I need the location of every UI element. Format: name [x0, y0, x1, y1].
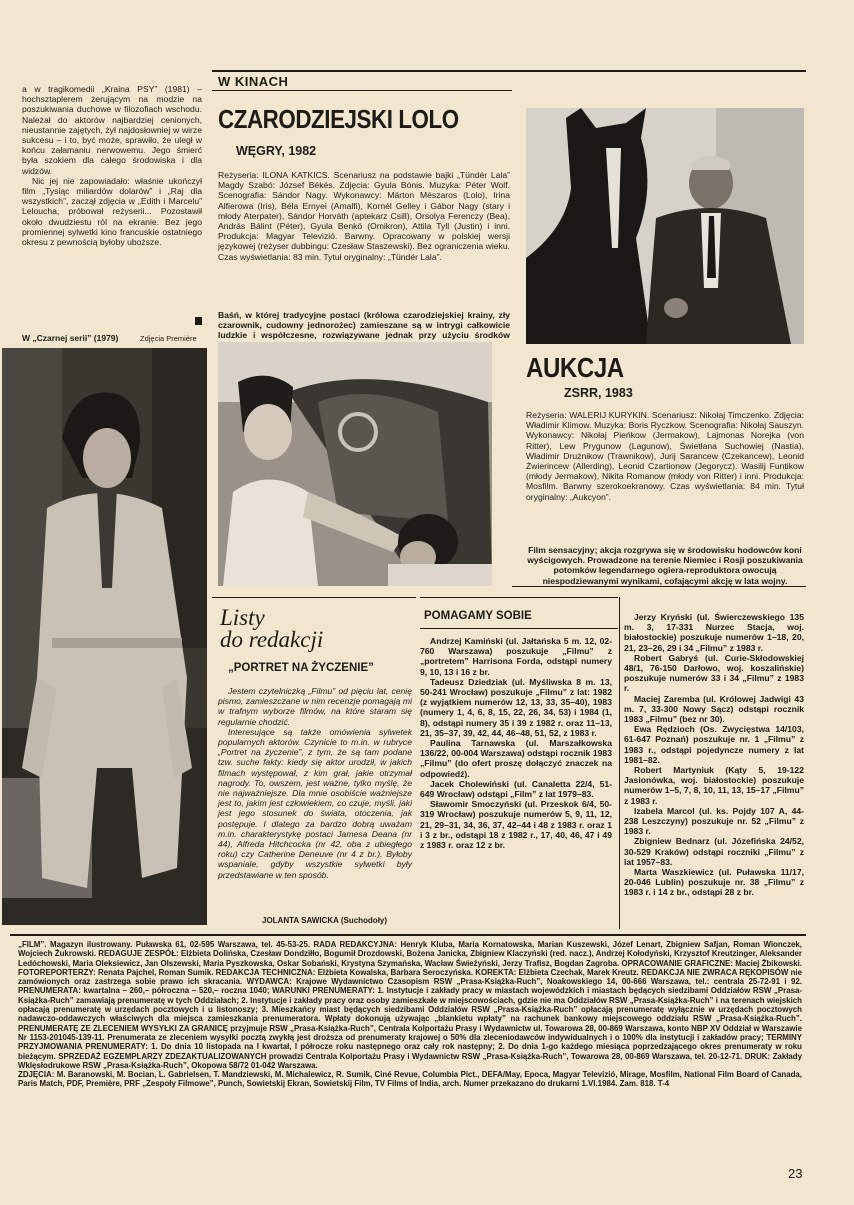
pomagamy-column-1	[420, 636, 612, 850]
section-header-w-kinach: W KINACH	[218, 74, 289, 89]
film-country-year-aukcja: ZSRR, 1983	[564, 386, 633, 400]
listy-heading-line-2: do redakcji	[220, 627, 324, 652]
pomagamy-title: POMAGAMY SOBIE	[424, 610, 532, 622]
pomagamy-ad: Tadeusz Dziedziak (ul. Myśliwska 8 m. 13, 50-241 Wrocław) poszukuje „Filmu” z lat: 1982 (z wyjątkiem numerów 12, 13, 33, 35–40), 1983 (numery 1, 4, 6, 8, 15, 22, 26, 34, 53) i 1984 (1, 8), odstąpi numery 35 i 39 z 1982 r. oraz 11–13, 21, 35–37, 39, 42, 44, 46–48, 51, 52, z 1983 r.	[420, 676, 612, 738]
pomagamy-ad: Robert Martyniuk (Kąty 5, 19-122 Jasionówka, woj. białostockie) poszukuje numerów 1–5, 7, 8, 10, 11, 13, 15–17 „Filmu” z 1983 r.	[624, 765, 804, 806]
listy-heading-line-1: Listy	[220, 605, 265, 630]
page-number: 23	[788, 1166, 803, 1181]
film-title-aukcja: AUKCJA	[526, 352, 624, 383]
aukcja-credits: Reżyseria: WALERIJ KURYKIN. Scenariusz: Nikołaj Timczenko. Zdjęcia: Władimir Klimow. Muzyka: Boris Ryczkow. Scenografia: Nikołaj Sauszyn. Wykonawcy: Nikołaj Pieńkow (Jermakow), Lajmonas Norejka (von Ritter), Lew Prygunow (Lagunow), Świetłana Suchowiej (Nastia), Władimir Drużnikow (Trawnikow), Jurij Sarancew (Czekancew), Leonid Żwierincew (Allerding), Leonid Czartionow (Jegorycz). Wasilij Funtikow (młody Jermakow), Nikita Romanow (młody von Ritter) i inni. Produkcja: Mosfilm. Barwny szerokoekranowy. Czas wyświetlania: 84 min. Tytuł oryginalny: „Aukcyon”.	[526, 410, 804, 502]
aukcja-summary: Film sensacyjny; akcja rozgrywa się w środowisku hodowców koni wyścigowych. Prowadzone na terenie Niemiec i Rosji poszukiwania potomków legendarnego ogiera-reproduktora owocują niespodziewanymi wynikami, cofającymi akcję w lata wojny.	[527, 545, 803, 586]
left-column-text	[22, 84, 202, 247]
footer-top-rule	[10, 934, 806, 936]
photo-caption: W „Czarnej serii” (1979)	[22, 333, 119, 343]
portret-title: „PORTRET NA ŻYCZENIE”	[228, 662, 374, 674]
pomagamy-ad: Maciej Zaremba (ul. Królowej Jadwigi 43 m. 7, 33-300 Nowy Sącz) odstąpi rocznik 1983 „Filmu” (bez nr 30).	[624, 693, 804, 725]
kinach-rule	[212, 90, 512, 91]
photo-horse-and-man	[526, 108, 804, 344]
pomagamy-divider	[619, 597, 620, 929]
pomagamy-ad: Andrzej Kamiński (ul. Jałtańska 5 m. 12, 02-760 Warszawa) poszukuje „Filmu” z „portretem” Harrisona Forda, odstąpi numery 9, 10, 13 i 16 z br.	[420, 636, 612, 677]
pomagamy-ad: Izabela Marcol (ul. ks. Pojdy 107 A, 44-238 Leszczyny) poszukuje nr. 52 „Filmu” z 1983 r.	[624, 805, 804, 837]
left-paragraph-1: a w tragikomedii „Kraina PSY” (1981) – hochsztaplerem żerującym na modzie na poszukiwania duchowe w filozofiach wschodu. Należał do aktorów najbardziej cenionych, nieustannie zajętych, żył najdosłowniej w wirze sukcesu – i to, być może, sprawiło, że uległ w końcu załamaniu nerwowemu. Jego śmierć była szokiem dla całego środowiska i dla widzów.	[22, 84, 202, 176]
pomagamy-ad: Ewa Rędzioch (Os. Zwycięstwa 14/103, 61-647 Poznań) poszukuje nr. 1 „Filmu” z 1983 r., odstąpi pojedyncze numery z lat 1981–82.	[624, 724, 804, 765]
letter-signature: JOLANTA SAWICKA (Suchodoły)	[262, 916, 388, 925]
pomagamy-ad: Zbigniew Bednarz (ul. Józefińska 24/52, 30-529 Kraków) odstąpi roczniki „Filmu” z lat 1957–83.	[624, 836, 804, 867]
pomagamy-ad: Sławomir Smoczyński (ul. Przeskok 6/4, 50-319 Wrocław) poszukuje numerów 5, 9, 11, 12, 21, 29–31, 34, 36, 37, 42–44 i 48 z 1983 r. oraz 1 i 3 z br., odstąpi 18 z 1982 r., 17, 40, 46, 47 i 49 z 1983 r. oraz 12 z br.	[420, 799, 612, 851]
lolo-credits: Reżyseria: ILONA KATKICS. Scenariusz na podstawie bajki „Tündér Lala” Magdy Szabó: József Békés. Zdjęcia: Gyula Bónis. Muzyka: Péter Wolf. Scenografia: Sándor Nagy. Wykonawcy: Márton Mészaros (Lolo), Irina Alfierowa (Iris), Béla Ernyei (Amalfi), Kornél Gelley i Gábor Nagy (stary i młody Aterpater), Sándor Horváth (aptekarz Csill), Orsolya Ferenczy (Bea), András Bálint (Péter), Gyula Benkö (Omikron), Attila Tyll (Justin) i inni. Produkcja: Magyar Televizió. Barwny. Opracowany w polskiej wersji językowej (reżyser dubbingu: Czesław Staszewski). Bez ograniczenia wieku. Czas wyświetlania: 83 min. Tytuł oryginalny: „Tündér Lala”.	[218, 170, 510, 262]
imprint-text: „FILM”. Magazyn ilustrowany. Puławska 61, 02-595 Warszawa, tel. 45-53-25. RADA REDAKCYJNA: Henryk Kluba, Maria Kornatowska, Marian Kuszewski, Józef Lenart, Zbigniew Safjan, Roman Wionczek, Wojciech Żukrowski. REDAGUJE ZESPÓŁ: Elżbieta Dolińska, Czesław Dondziłło, Bogumił Drozdowski, Bożena Janicka, Zbigniew Klaczyński (red. nacz.), Andrzej Kołodyński, Krzysztof Kreutzinger, Aleksander Ledóchowski, Maria Oleksiewicz, Jan Olszewski, Maria Pyszkowska, Oskar Sobański, Krystyna Szymańska, Wacław Świeżyński, Jerzy Trafisz, Bogdan Zagroba. OPRACOWANIE GRAFICZNE: Maciej Żbikowski. FOTOREPORTERZY: Renata Pajchel, Roman Sumik. REDAKCJA TECHNICZNA: Elżbieta Kowalska, Barbara Seroczyńska. KOREKTA: Elżbieta Czechak, Marek Kreutz. REDAKCJA NIE ZWRACA RĘKOPISÓW nie zamówionych oraz zastrzega sobie prawo ich skracania. WYDAWCA: Krajowe Wydawnictwo Czasopism RSW „Prasa-Książka-Ruch”, Noakowskiego 14, 00-666 Warszawa, tel.: centrala 25-72-91 i 92. PRENUMERATA: kwartalna – 260,– półroczna – 520,– roczna 1040; WARUNKI PRENUMERATY: 1. Instytucje i zakłady pracy w miastach wojewódzkich i miastach będących siedzibami Oddziałów RSW „Prasa-Książka-Ruch” zamawiają prenumeratę w tych Oddziałach; 2. Instytucje i zakłady pracy oraz osoby zamieszkałe w miejscowościach, gdzie nie ma Oddziałów RSW „Prasa-Książka-Ruch” i na terenach wiejskich opłacają prenumeratę w urzędach pocztowych i u listonoszy; 3. Mieszkańcy miast będących siedzibami Oddziałów RSW „Prasa-Książka-Ruch” opłacają prenumeratę wyłącznie w urzędach pocztowych nadawczo-oddawczych właściwych dla miejsca zamieszkania prenumeratora. Wpłaty dokonują używając „blankietu wpłaty” na rachunek bankowy miejscowego oddziału RSW „Prasa-Książka-Ruch”. PRENUMERATĘ ZE ZLECENIEM WYSYŁKI ZA GRANICĘ przyjmuje RSW „Prasa-Książka-Ruch”, Centrala Kolportażu Prasy i Wydawnictw ul. Towarowa 28, 00-869 Warszawa, konto NBP XV Oddział w Warszawie Nr 1153-201045-139-11. Prenumerata ze zleceniem wysyłki pocztą zwykłą jest droższa od prenumeraty krajowej o 50% dla zleceniodawców indywidualnych i o 100% dla instytucji i zakładów pracy; TERMINY PRZYJMOWANIA PRENUMERATY: 1. Do dnia 10 listopada na I kwartał, I półrocze roku następnego oraz cały rok następny; 2. Do dnia 1-go każdego miesiąca poprzedzającego okres prenumeraty w roku bieżącym. SPRZEDAŻ EGZEMPLARZY ZDEZAKTUALIZOWANYCH prowadzi Centrala Kolportażu Prasy i Wydawnictw RSW „Prasa-Książka-Ruch”, Towarowa 28, 00-869 Warszawa, tel. 20-12-71. DRUK: Zakłady Wklęsłodrukowe RSW „Prasa-Książka-Ruch”, Okopowa 58/72 01-042 Warszawa.	[18, 940, 802, 1070]
imprint	[18, 940, 802, 1089]
photo-queen-scene	[218, 342, 492, 586]
letter-paragraph-2: Interesujące są także omówienia sylwetek popularnych aktorów. Czynicie to m.in. w rubryce „Portret na życzenie”, z tym, że są tam podane tzw. suche fakty: kiedy się aktor urodził, w jakich filmach występował, z kim grał, jakie otrzymał nagrody. To, owszem, jest ważne, tylko myślę, że nie najważniejsze. Dla mnie osobiście ważniejsze jest to, jakim jest człowiekiem, co czuje, myśli, jaki jest jego stosunek do świata, otoczenia, jak postępuje. I dlatego za bardzo dobrą uważam m.in. charakterystykę postaci Jamesa Deana (nr 44), Alfreda Hitchcocka (nr 42, oba z ubiegłego roku) czy Catherine Deneuve (nr 4 z br.). Byłoby wspaniale, gdyby wszystkie sylwetki były przedstawiane w ten sposób.	[218, 726, 412, 880]
lolo-summary: Baśń, w której tradycyjne postaci (królowa czarodziejskiej krainy, zły czarownik, cudowny jednorożec) zamieszane są w intrygi całkowicie ludzkie i współczesne, rozwiązywane jednak przy użyciu środków	[218, 310, 510, 341]
pomagamy-ad: Robert Gabryś (ul. Curie-Skłodowskiej 48/1, 76-150 Darłowo, woj. koszalińskie) poszukuje numerów 33 i 34 „Filmu” z 1983 r.	[624, 652, 804, 694]
imprint-photos: ZDJĘCIA: M. Baranowski, M. Bocian, L. Gabrielsen, T. Mandziewski, M. Michalewicz, R. Sumik, Ciné Revue, Columbia Pict., DEFA/May, Epoca, Magyar Televizió, Mirage, Mosfilm, National Film Board of Canada, Paris Match, PDF, Première, PRF „Zespoły Filmowe”, Punch, Sowietskij Ekran, Sowietskij Film, TV Films of India, arch. Numer przekazano do drukarni 1.VI.1984. Zam. 818. T-4	[18, 1070, 802, 1089]
pomagamy-column-2	[624, 612, 804, 898]
photo-man-trenchcoat	[2, 348, 207, 925]
end-mark	[195, 317, 202, 325]
listy-top-rule	[212, 597, 416, 598]
top-rule	[212, 70, 806, 72]
left-paragraph-2: Nic jej nie zapowiadało: właśnie ukończył film „Tysiąc miliardów dolarów” i „Raj dla wszystkich”, zaczął zdjęcia w „Edith i Marcelu” Leloucha, próbował reżyserii... Pozostawił około dwudziestu ról na ekranie. Bez jego promiennej sylwetki kino francuskie ostatniego okresu z pewnością byłoby uboższe.	[22, 175, 202, 248]
pomagamy-ad: Paulina Tarnawska (ul. Marszałkowska 136/22, 00-004 Warszawa) odstąpi rocznik 1983 „Filmu” (do ofert proszę dołączyć znaczek na odpowiedź).	[420, 738, 612, 779]
aukcja-rule	[512, 586, 806, 587]
letter-paragraph-1: Jestem czytelniczką „Filmu” od pięciu lat, cenię pismo, zamieszczane w nim recenzje pomagają mi w trafnym wyborze filmów, na które staram się regularnie chodzić.	[218, 686, 412, 727]
pomagamy-ad: Marta Waszkiewicz (ul. Puławska 11/17, 20-046 Lublin) poszukuje nr. 38 „Filmu” z 1983 r. i 14 z br., odstąpi 28 z br.	[624, 867, 804, 898]
photo-credit: Zdjęcia Première	[140, 334, 197, 343]
pomagamy-title-rule	[420, 628, 618, 629]
film-title-czarodziejski-lolo: CZARODZIEJSKI LOLO	[218, 104, 459, 134]
listy-heading	[220, 607, 323, 651]
film-country-year-lolo: WĘGRY, 1982	[236, 144, 317, 158]
pomagamy-top-rule	[420, 597, 618, 598]
listy-letter	[218, 686, 412, 880]
pomagamy-ad: Jacek Cholewiński (ul. Canaletta 22/4, 51-649 Wrocław) odstąpi „Film” z lat 1979–83.	[420, 778, 612, 800]
pomagamy-ad: Jerzy Kryński (ul. Świerczewskiego 135 m. 3, 17-331 Nurzec Stacja, woj. białostockie) poszukuje numerów 1–18, 20, 21, 23–26, 29 i 34 „Filmu” z 1983 r.	[624, 612, 804, 653]
